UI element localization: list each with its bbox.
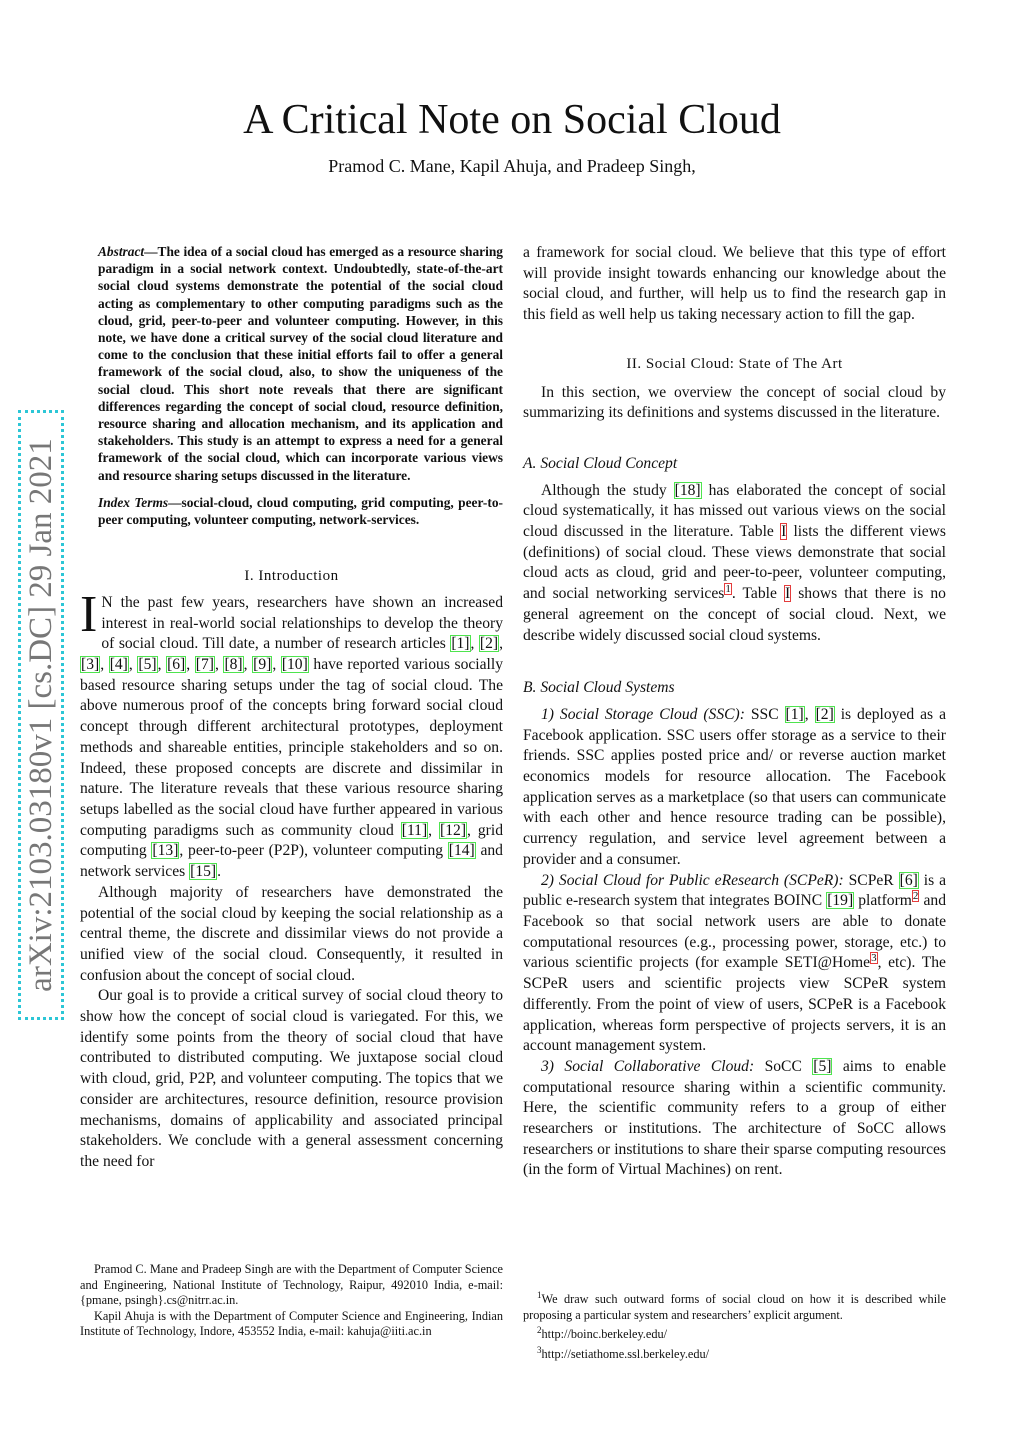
scper-text: , etc). The SCPeR users and scientific projects view SCPeR system differently. From the point of view of users, SCPeR is a Facebook application, whereas form perspective of projects servers, it is an account management system. bbox=[523, 954, 946, 1055]
index-terms-text: —social-cloud, cloud computing, grid computing, peer-to-peer computing, volunteer computing, network-services. bbox=[98, 494, 503, 528]
abstract bbox=[98, 243, 503, 484]
intro-text: and network services bbox=[80, 842, 503, 881]
scper-text: and Facebook so that social network users are able to donate computational resources (e.g., processing power, storage, etc.) to various scientific projects (for example SETI@Home bbox=[523, 892, 946, 972]
abstract-label: Abstract bbox=[98, 244, 145, 259]
concept-text: Although the study bbox=[541, 481, 674, 499]
author-affiliation-footnotes bbox=[80, 1262, 503, 1340]
citation-link[interactable]: [8] bbox=[224, 656, 243, 674]
socc-paragraph bbox=[523, 1057, 946, 1181]
footnote-link[interactable]: 3 bbox=[871, 952, 877, 965]
citation-link[interactable]: [2] bbox=[479, 635, 499, 653]
arxiv-identifier[interactable]: arXiv:2103.03180v1 [cs.DC] 29 Jan 2021 bbox=[23, 438, 59, 992]
intro-paragraph-2: Although majority of researchers have demonstrated the potential of the social cloud by keeping the social relationship as a central theme, the discrete and dissimilar views do not provide a unified view of the social cloud. Consequently, it resulted in confusion about the concept of social cloud. bbox=[80, 883, 503, 984]
footnote-text: We draw such outward forms of social cloud on how it is described while proposing a particular system and researchers’ explicit argument. bbox=[523, 1292, 946, 1322]
intro-text: , peer-to-peer (P2P), volunteer computing bbox=[179, 842, 448, 860]
citation-link[interactable]: [13] bbox=[152, 842, 179, 860]
intro-paragraph-1: I N the past few years, researchers have shown an increased interest in real-world social relationships to develop the theory of social cloud. Till date, a number of research articles [1], [2], [3], [4], [5], [6], [7], [8], [9], [10] have reported various socially based resource sharing setups under the tag of social cloud. The above numerous proof of the concepts bring forward social cloud concept through different architectural prototypes, deployment methods and shareable entities, principle stakeholders and so on. Indeed, these proposed concepts are discrete and dissimilar in nature. The literature reveals that these various resource sharing setups labelled as the social cloud have further appeared in various computing paradigms such as community cloud [11], [12], grid computing [13], peer-to-peer (P2P), volunteer computing [14] and network services [15]. bbox=[80, 585, 504, 881]
index-terms bbox=[98, 494, 503, 528]
footnote-mark: 2 bbox=[537, 1325, 542, 1336]
citation-link[interactable]: [11] bbox=[401, 821, 428, 839]
intro-text: . bbox=[217, 863, 222, 881]
footnote-mark: 1 bbox=[537, 1290, 542, 1300]
concept-text: shows that there is no general agreement on the concept of social cloud. Next, we describe widely discussed social cloud systems. bbox=[523, 585, 946, 644]
citation-link[interactable]: [1] bbox=[451, 635, 470, 653]
intro-paragraph-3: Our goal is to provide a critical survey of social cloud theory to show how the concept of social cloud is variegated. For this, we identify some points from the theory of social cloud that have contributed to distributed computing. We juxtapose social cloud with cloud, grid, P2P, and volunteer computing. The topics that we consider are architectures, resource definition, resource provision mechanisms, domains of applicability and associated principal stakeholders. We conclude with a general assessment concerning the need for bbox=[80, 987, 503, 1170]
scper-text: SCPeR bbox=[843, 871, 899, 889]
footnote bbox=[523, 1343, 946, 1363]
subsection-heading-concept: A. Social Cloud Concept bbox=[523, 454, 678, 472]
affiliation-footnote: Kapil Ahuja is with the Department of Computer Science and Engineering, Indian Institute of Technology, Indore, 453552 India, e-mail: kahuja@iiti.ac.in bbox=[80, 1308, 503, 1339]
scper-paragraph bbox=[523, 871, 946, 1057]
intro-text: N the past few years, researchers have shown an increased interest in real-world social relationships to develop the theory of social cloud. Till date, a number of research articles bbox=[101, 593, 503, 653]
right-column bbox=[523, 243, 946, 1181]
index-terms-label: Index Terms bbox=[98, 494, 169, 510]
scper-text: is a public e-research system that integrates BOINC bbox=[523, 871, 946, 910]
intro-text: have reported various socially based resource sharing setups under the tag of social cloud. The above numerous proof of the concepts bring forward social cloud concept through different architectural prototypes, deployment methods and shareable entities, principle stakeholders and so on. Indeed, these proposed concepts are discrete and dissimilar in nature. The literature reveals that these various resource sharing setups labelled as the social cloud have further appeared in various computing paradigms such as community cloud bbox=[80, 656, 503, 839]
citation-link[interactable]: [9] bbox=[253, 656, 272, 674]
footnote-url[interactable]: http://boinc.berkeley.edu/ bbox=[541, 1327, 668, 1342]
footnote-mark: 3 bbox=[537, 1344, 542, 1355]
footnote bbox=[523, 1288, 946, 1323]
table-link[interactable]: I bbox=[784, 585, 791, 603]
affiliation-footnote: Pramod C. Mane and Pradeep Singh are with the Department of Computer Science and Engineering, National Institute of Technology, Raipur, 492010 India, e-mail: {pmane, psingh}.cs@nitrr.ac.in. bbox=[80, 1262, 503, 1308]
ssc-text: is deployed as a Facebook application. SSC users offer storage as a service to their friends. SSC applies posted price and/ or reverse auction market economics models for resource allocation. The Facebook application serves as a marketplace (so that users can communicate with each other and hence resource trading can be possible), currency regulation, and service level agreement between a provider and a consumer. bbox=[523, 705, 946, 868]
citation-link[interactable]: [6] bbox=[167, 656, 186, 674]
citation-link[interactable]: [7] bbox=[195, 656, 214, 674]
citation-link[interactable]: [1] bbox=[785, 705, 804, 723]
citation-link[interactable]: [12] bbox=[440, 821, 467, 839]
page-footnotes bbox=[523, 1288, 946, 1363]
footnote-url[interactable]: http://setiathome.ssl.berkeley.edu/ bbox=[541, 1347, 710, 1362]
concept-text: has elaborated the concept of social cloud systematically, it has missed out various views on the social cloud discussed in the literature. Table bbox=[523, 481, 946, 541]
ssc-text: SSC bbox=[744, 705, 785, 723]
citation-link[interactable]: [10] bbox=[281, 656, 308, 674]
paper-title: A Critical Note on Social Cloud bbox=[243, 97, 781, 143]
citation-link[interactable]: [5] bbox=[138, 656, 157, 674]
section-heading-introduction: I. Introduction bbox=[244, 568, 339, 585]
left-column bbox=[80, 243, 503, 1173]
paper-authors: Pramod C. Mane, Kapil Ahuja, and Pradeep Singh, bbox=[328, 156, 696, 176]
citation-link[interactable]: [2] bbox=[815, 705, 834, 723]
citation-link[interactable]: [15] bbox=[190, 863, 217, 881]
concept-paragraph bbox=[523, 481, 946, 647]
citation-link[interactable]: [3] bbox=[81, 656, 100, 674]
footnote-link[interactable]: 2 bbox=[912, 890, 919, 903]
citation-link[interactable]: [6] bbox=[899, 871, 918, 889]
section-heading-state-of-art: II. Social Cloud: State of The Art bbox=[626, 355, 843, 372]
intro-continuation: a framework for social cloud. We believe that this type of effort will provide insight towards enhancing our knowledge about the social cloud, and further, will help us to find the research gap in this field as well help us taking necessary action to fill the gap. bbox=[523, 244, 946, 324]
section2-intro: In this section, we overview the concept of social cloud by summarizing its definitions and systems discussed in the literature. bbox=[523, 383, 946, 422]
citation-link[interactable]: [4] bbox=[109, 656, 128, 674]
citation-link[interactable]: [19] bbox=[827, 892, 854, 910]
dropcap: I bbox=[80, 585, 98, 643]
concept-text: . Table bbox=[731, 585, 784, 603]
footnote-link[interactable]: 1 bbox=[725, 582, 731, 595]
subsection-heading-systems: B. Social Cloud Systems bbox=[523, 679, 675, 697]
intro-text: , grid computing bbox=[80, 821, 504, 860]
ssc-paragraph: 1) Social Storage Cloud (SSC): SSC [1], [2] is deployed as a Facebook application. SSC users offer storage as a service to their friends. SSC applies posted price and/ or reverse auction market economics models for resource allocation. The Facebook application serves as a marketplace (so that users can communicate with each other and hence resource trading can be possible), currency regulation, and service level agreement between a provider and a consumer. bbox=[523, 705, 946, 868]
footnote bbox=[523, 1323, 946, 1343]
abstract-text: —The idea of a social cloud has emerged as a resource sharing paradigm in a social network context. Undoubtedly, state-of-the-art social cloud systems demonstrate the potential of the social cloud acting as complementary to other computing paradigms such as the cloud, grid, peer-to-peer and volunteer computing. However, in this note, we have done a critical survey of the social cloud literature and come to the conclusion that these initial efforts fail to offer a general framework of the social cloud, also, to show the uniqueness of the social cloud. This short note reveals that there are significant differences regarding the concept of social cloud, resource definition, resource sharing and allocation mechanism, and its application and stakeholders. This study is an attempt to express a need for a general framework of the social cloud, which can incorporate various views and resource sharing setups discussed in the literature. bbox=[98, 244, 503, 483]
scper-heading: 2) Social Cloud for Public eResearch (SCPeR): bbox=[541, 871, 844, 889]
citation-link[interactable]: [14] bbox=[448, 842, 475, 860]
ssc-heading: 1) Social Storage Cloud (SSC): bbox=[541, 705, 745, 723]
citation-link[interactable]: [18] bbox=[674, 481, 701, 499]
concept-text: lists the different views (definitions) of social cloud. These views demonstrate that social cloud acts as cloud, grid and peer-to-peer, volunteer computing, and social networking services bbox=[523, 523, 946, 603]
socc-text: aims to enable computational resource sharing within a scientific community. Here, the scientific community refers to a group of either researchers or institutions. The architecture of SoCC allows researchers or institutions to share their sparse computing resources (in the form of Virtual Machines) on rent. bbox=[523, 1057, 946, 1179]
socc-text: SoCC bbox=[754, 1057, 813, 1075]
socc-heading: 3) Social Collaborative Cloud: bbox=[541, 1057, 755, 1075]
table-link[interactable]: I bbox=[781, 523, 787, 541]
citation-link[interactable]: [5] bbox=[813, 1057, 832, 1075]
scper-text: platform bbox=[854, 892, 912, 910]
